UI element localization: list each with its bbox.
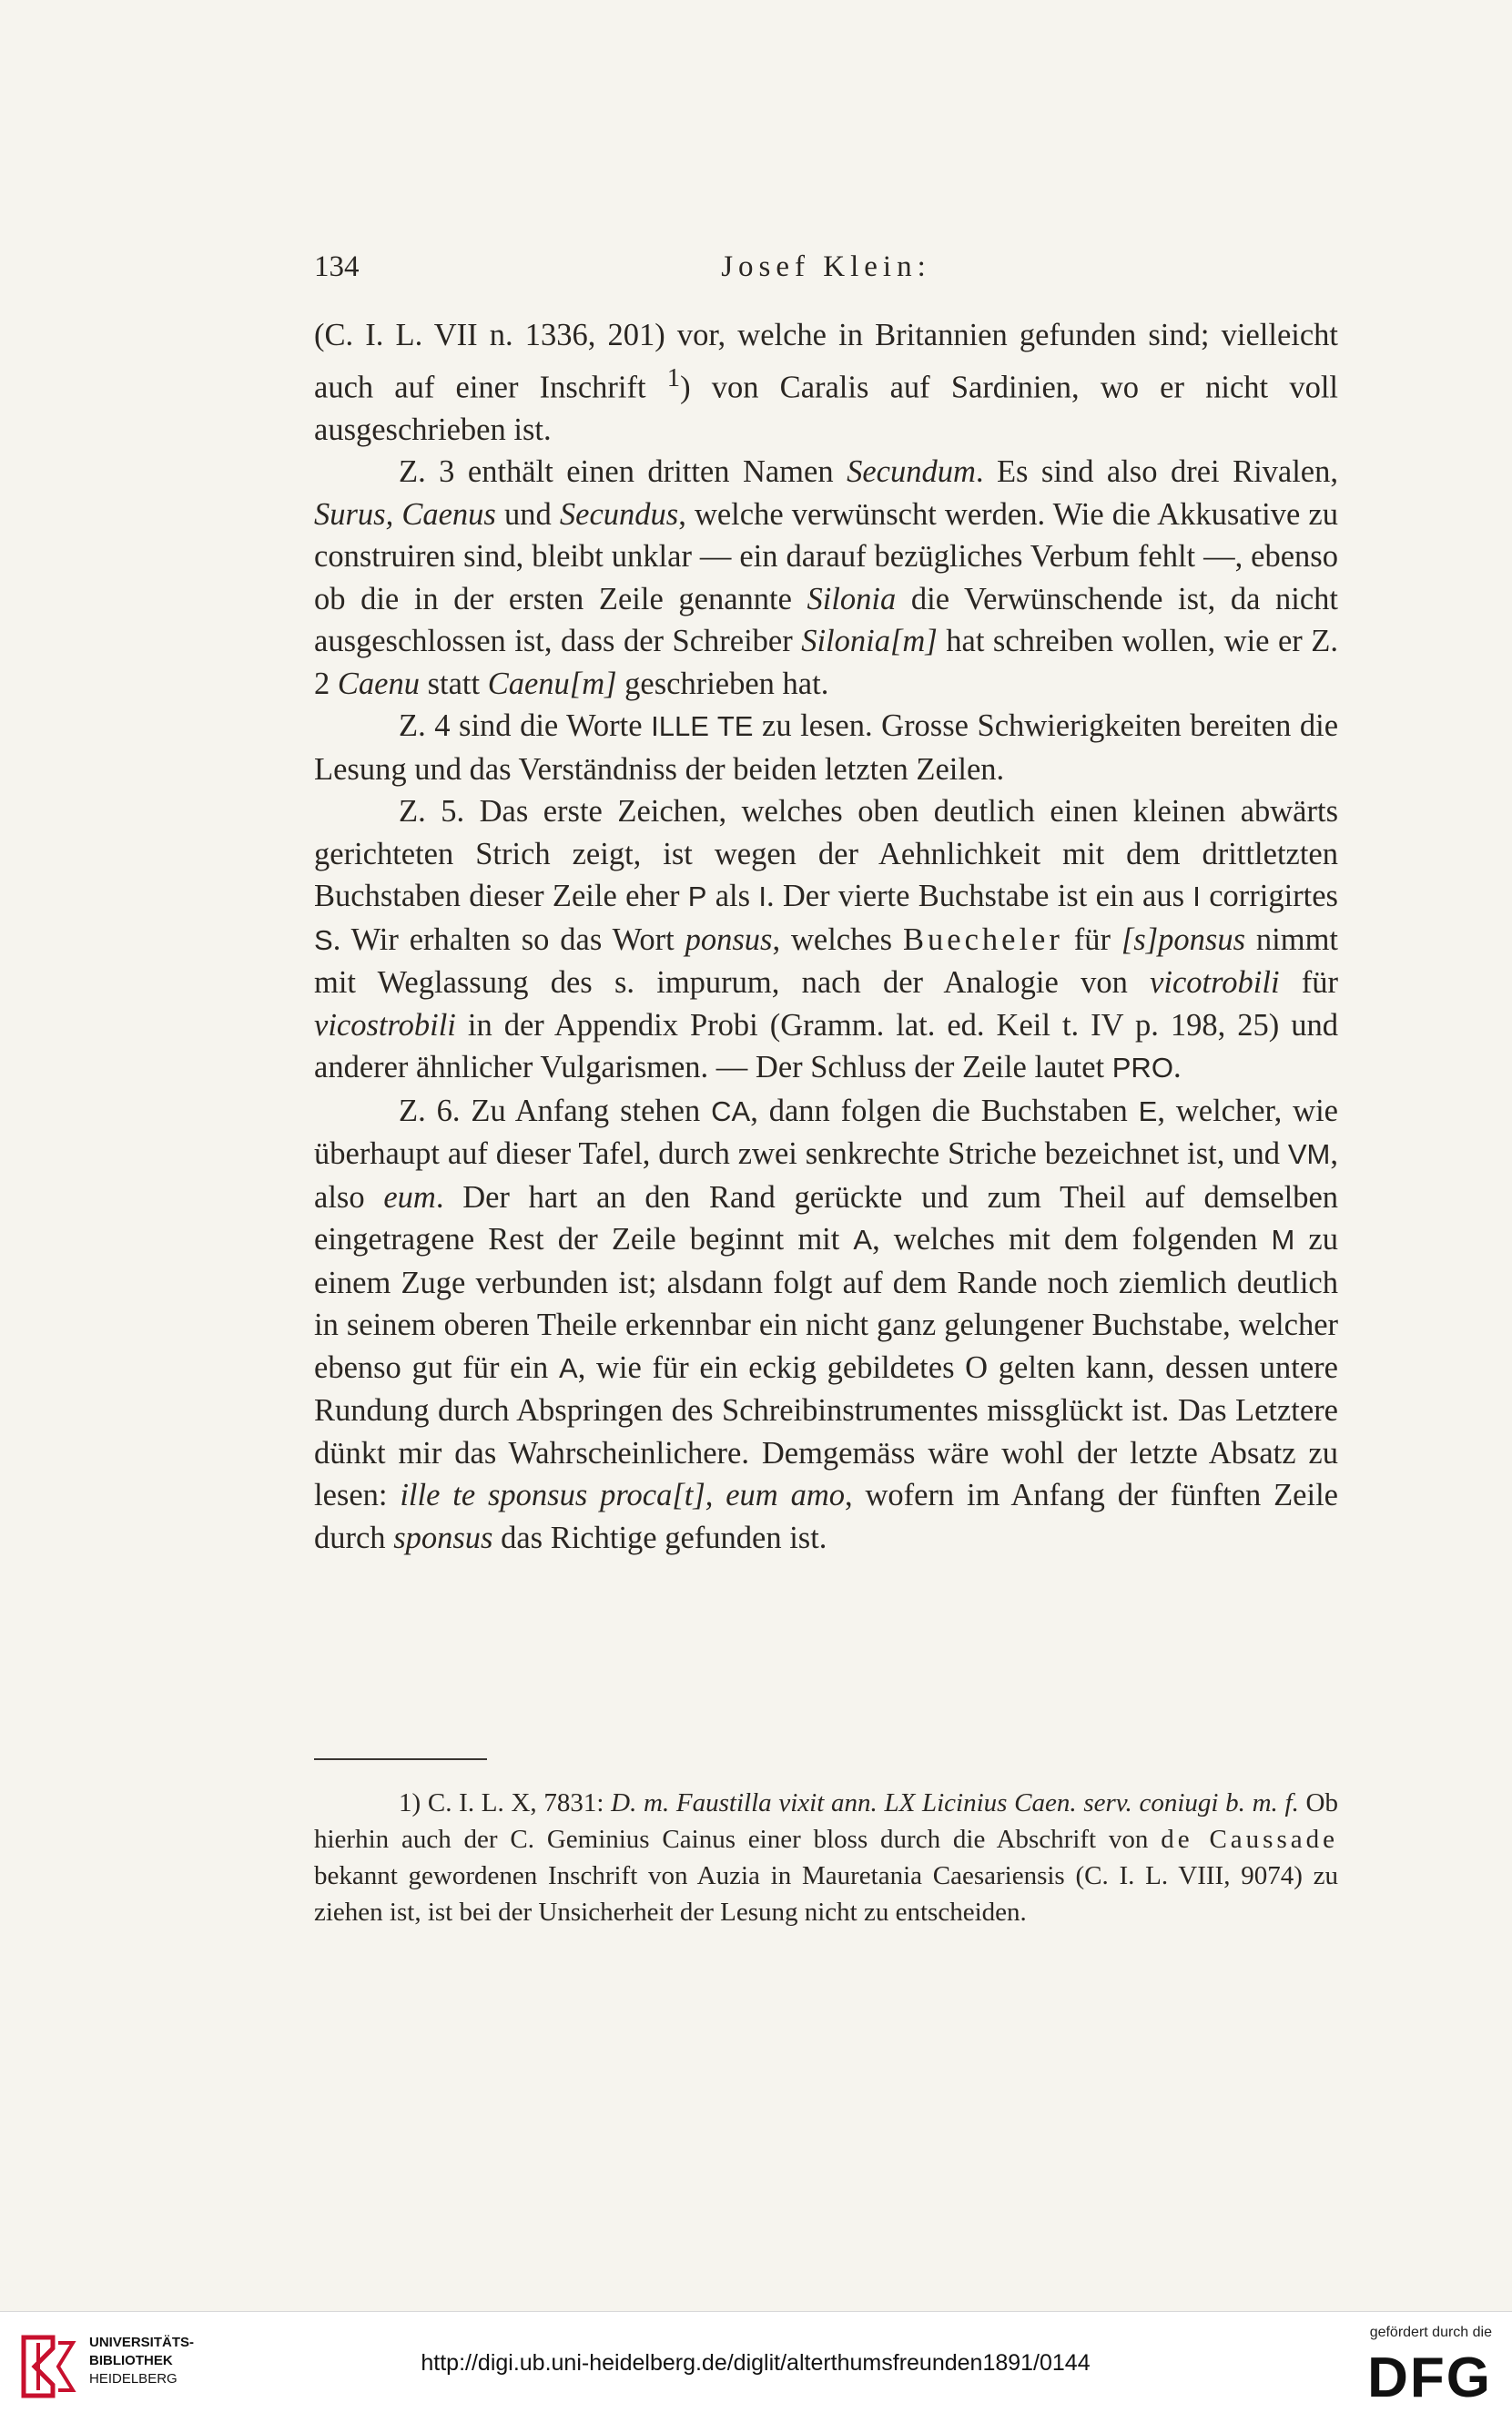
italic-text: sponsus bbox=[393, 1520, 493, 1555]
main-text bbox=[314, 314, 1338, 1559]
university-library-logo-icon bbox=[16, 2330, 80, 2403]
italic-text: eum bbox=[383, 1179, 436, 1215]
text-run: hat schreiben wollen, wie er Z. 2 bbox=[314, 624, 1338, 701]
text-run: corrigirtes bbox=[1200, 879, 1338, 913]
dfg-logo: DFG bbox=[1367, 2347, 1492, 2409]
text-run: Z. 3 enthält einen dritten Namen bbox=[399, 454, 847, 489]
permalink-url[interactable]: http://digi.ub.uni-heidelberg.de/diglit/alterthumsfreunden1891/0144 bbox=[421, 2350, 1091, 2376]
text-run: 1) C. I. L. X, 7831: bbox=[399, 1788, 612, 1817]
italic-text: [s]ponsus bbox=[1121, 921, 1246, 957]
footnotes bbox=[314, 1785, 1338, 1930]
text-run: , wofern im Anfang der fünften Zeile durch bbox=[314, 1478, 1338, 1555]
italic-text: Secundum bbox=[847, 454, 976, 489]
text-run: , wie für ein eckig gebildetes O gelten kann, dessen untere Rundung durch Abspringen des Schreibinstrumentes missglückt ist. Das Letztere dünkt mir das Wahrscheinlichere. Demgemäss wäre wohl der letzte Absatz zu lesen: bbox=[314, 1349, 1338, 1512]
library-name-line2: BIBLIOTHEK bbox=[89, 2353, 173, 2368]
text-run: , welches mit dem folgenden bbox=[872, 1222, 1272, 1257]
text-run: Z. 5. Das erste Zeichen, welches oben deutlich einen kleinen abwärts gerichteten Strich zeigt, ist wegen der Aehnlichkeit mit dem drittletzten Buchstaben dieser Zeile eher bbox=[314, 794, 1338, 913]
text-run: und bbox=[495, 496, 560, 532]
italic-text: ponsus bbox=[685, 921, 773, 957]
inscription-letters: ILLE TE bbox=[651, 710, 754, 742]
text-run: , welches bbox=[772, 921, 903, 957]
footnote-separator bbox=[314, 1758, 487, 1760]
page-number: 134 bbox=[314, 250, 360, 283]
text-run: statt bbox=[419, 666, 488, 701]
text-run: , welcher, wie überhaupt auf dieser Tafel, durch zwei senkrechte Striche bezeichnet ist, und bbox=[314, 1093, 1338, 1171]
text-run: für bbox=[1062, 921, 1121, 957]
inscription-letters: P bbox=[687, 881, 707, 912]
text-run: in der Appendix Probi (Gramm. lat. ed. Keil t. IV p. 198, 25) und anderer ähnlicher Vulgarismen. — Der Schluss der Zeile lautet bbox=[314, 1007, 1338, 1084]
page-header bbox=[314, 250, 1338, 287]
text-run: Z. 6. Zu Anfang stehen bbox=[399, 1093, 712, 1128]
text-run: Z. 4 sind die Worte bbox=[399, 708, 652, 743]
text-run: das Richtige gefunden ist. bbox=[492, 1520, 827, 1555]
text-run: bekannt gewordenen Inschrift von Auzia in Mauretania Caesariensis (C. I. L. VIII, 9074) zu ziehen ist, ist bei der Unsicherheit der Lesung nicht zu entscheiden. bbox=[314, 1861, 1338, 1927]
italic-text: ille te sponsus proca[t], eum amo bbox=[400, 1478, 845, 1512]
inscription-letters: A bbox=[853, 1224, 873, 1256]
text-run: . Wir erhalten so das Wort bbox=[332, 921, 685, 957]
text-run: ) von Caralis auf Sardinien, wo er nicht voll ausgeschrieben ist. bbox=[314, 370, 1338, 447]
italic-text: Surus, Caenus bbox=[314, 496, 496, 532]
running-title: Josef Klein: bbox=[721, 250, 931, 283]
inscription-letters: I bbox=[1192, 881, 1201, 912]
spaced-name: de Caussade bbox=[1161, 1825, 1338, 1854]
paragraph bbox=[314, 314, 1338, 451]
text-run: die Verwünschende ist, da nicht ausgeschlossen ist, dass der Schreiber bbox=[314, 581, 1338, 658]
paragraph bbox=[314, 451, 1338, 705]
italic-text: Caenu bbox=[337, 666, 420, 701]
text-run: zu einem Zuge verbunden ist; alsdann folgt auf dem Rande noch ziemlich deutlich in seinem oberen Theile erkennbar ein nicht ganz gelungener Buchstabe, welcher ebenso gut für ein bbox=[314, 1222, 1338, 1385]
footnote-ref[interactable]: 1 bbox=[666, 362, 681, 392]
text-run: , also bbox=[314, 1136, 1338, 1215]
inscription-letters: M bbox=[1271, 1224, 1295, 1256]
library-name bbox=[89, 2334, 194, 2388]
text-run: , dann folgen die Buchstaben bbox=[750, 1093, 1139, 1128]
inscription-letters: VM bbox=[1287, 1138, 1331, 1170]
inscription-letters: I bbox=[758, 881, 766, 912]
footnote bbox=[314, 1785, 1338, 1930]
spaced-name: Buecheler bbox=[903, 921, 1063, 957]
text-run: . Es sind also drei Rivalen, bbox=[975, 454, 1338, 489]
italic-text: Silonia[m] bbox=[801, 624, 938, 658]
text-run: , welche verwünscht werden. Wie die Akkusative zu construiren sind, bleibt unklar — ein darauf bezügliches Verbum fehlt —, ebenso ob die in der ersten Zeile genannte bbox=[314, 496, 1338, 616]
inscription-letters: CA bbox=[711, 1094, 751, 1127]
text-run: nimmt mit Weglassung des s. impurum, nach der Analogie von bbox=[314, 921, 1339, 1000]
paragraph bbox=[314, 790, 1338, 1090]
text-run: (C. I. L. VII n. 1336, 201) vor, welche in Britannien gefunden sind; vielleicht auch auf einer Inschrift bbox=[314, 318, 1338, 404]
inscription-letters: S bbox=[314, 923, 333, 956]
italic-text: Silonia bbox=[807, 581, 897, 616]
viewer-footer bbox=[0, 2311, 1512, 2423]
inscription-letters: PRO bbox=[1111, 1052, 1173, 1084]
library-name-line3: HEIDELBERG bbox=[89, 2371, 178, 2387]
sponsor-label: gefördert durch die bbox=[1369, 2325, 1492, 2340]
italic-text: Secundus bbox=[559, 496, 679, 532]
text-run: zu lesen. Grosse Schwierigkeiten bereiten die Lesung und das Verständniss der beiden letzten Zeilen. bbox=[314, 708, 1339, 787]
text-run: . Der hart an den Rand gerückte und zum Theil auf demselben eingetragene Rest der Zeile beginnt mit bbox=[314, 1179, 1339, 1257]
text-run: für bbox=[1279, 965, 1339, 1000]
inscription-letters: A bbox=[559, 1351, 578, 1384]
text-run: geschrieben hat. bbox=[616, 666, 829, 701]
text-run: . Der vierte Buchstabe ist ein aus bbox=[766, 879, 1193, 913]
italic-text: vicostrobili bbox=[314, 1007, 456, 1043]
italic-text: Caenu[m] bbox=[487, 666, 617, 701]
text-run: Ob hierhin auch der C. Geminius Cainus einer bloss durch die Abschrift von bbox=[314, 1788, 1338, 1854]
inscription-letters: E bbox=[1138, 1094, 1158, 1127]
text-run: als bbox=[706, 879, 759, 913]
italic-text: D. m. Faustilla vixit ann. LX Licinius Caen. serv. coniugi b. m. f. bbox=[611, 1788, 1299, 1817]
paragraph bbox=[314, 705, 1338, 790]
library-name-line1: UNIVERSITÄTS- bbox=[89, 2335, 195, 2350]
paragraph bbox=[314, 1090, 1338, 1560]
text-run: . bbox=[1172, 1050, 1182, 1084]
italic-text: vicotrobili bbox=[1150, 965, 1280, 1000]
